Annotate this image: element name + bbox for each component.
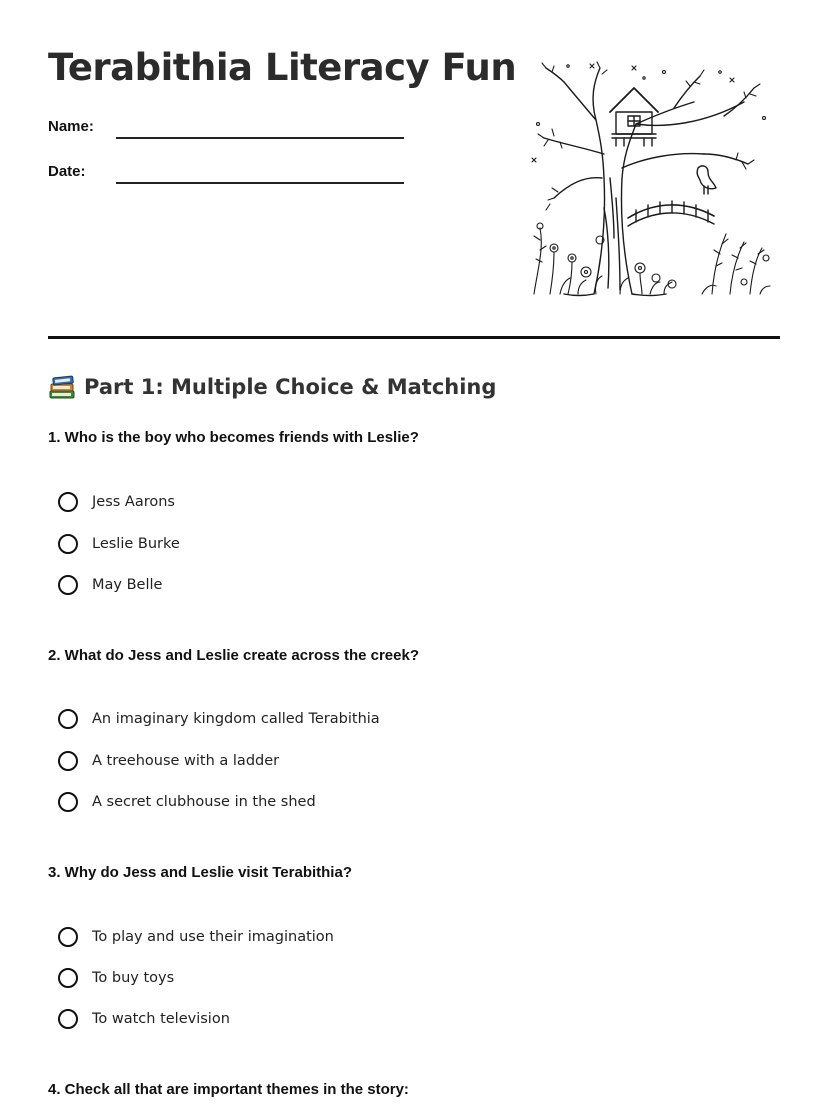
option-label: To play and use their imagination — [92, 929, 334, 945]
q2-option-3[interactable] — [58, 792, 316, 812]
option-label: Jess Aarons — [92, 494, 175, 510]
radio-button[interactable] — [58, 534, 78, 554]
q3-option-3[interactable] — [58, 1009, 230, 1029]
radio-button[interactable] — [58, 927, 78, 947]
option-label: To watch television — [92, 1011, 230, 1027]
question-2: 2. What do Jess and Leslie create across the creek? — [48, 647, 420, 664]
q2-option-1[interactable] — [58, 709, 380, 729]
question-4: 4. Check all that are important themes in the story: — [48, 1081, 409, 1098]
question-3: 3. Why do Jess and Leslie visit Terabithia? — [48, 864, 352, 881]
treehouse-illustration — [524, 58, 776, 302]
option-label: May Belle — [92, 577, 163, 593]
radio-button[interactable] — [58, 492, 78, 512]
worksheet-title: Terabithia Literacy Fun — [48, 46, 517, 89]
name-label: Name: — [48, 118, 94, 135]
question-1: 1. Who is the boy who becomes friends with Leslie? — [48, 429, 419, 446]
part1-heading-text: Part 1: Multiple Choice & Matching — [84, 375, 497, 399]
q1-option-2[interactable] — [58, 534, 180, 554]
q1-option-1[interactable] — [58, 492, 175, 512]
radio-button[interactable] — [58, 1009, 78, 1029]
option-label: Leslie Burke — [92, 536, 180, 552]
radio-button[interactable] — [58, 575, 78, 595]
part1-heading — [48, 374, 496, 400]
radio-button[interactable] — [58, 709, 78, 729]
option-label: To buy toys — [92, 970, 175, 986]
radio-button[interactable] — [58, 792, 78, 812]
date-label: Date: — [48, 163, 86, 180]
q1-option-3[interactable] — [58, 575, 162, 595]
q2-option-2[interactable] — [58, 751, 279, 771]
radio-button[interactable] — [58, 751, 78, 771]
books-icon — [48, 374, 76, 400]
section-divider — [48, 336, 780, 339]
q3-option-1[interactable] — [58, 927, 334, 947]
name-field[interactable] — [116, 137, 404, 139]
option-label: A treehouse with a ladder — [92, 753, 280, 769]
option-label: A secret clubhouse in the shed — [92, 794, 316, 810]
radio-button[interactable] — [58, 968, 78, 988]
date-field[interactable] — [116, 182, 404, 184]
q3-option-2[interactable] — [58, 968, 174, 988]
option-label: An imaginary kingdom called Terabithia — [92, 711, 380, 727]
